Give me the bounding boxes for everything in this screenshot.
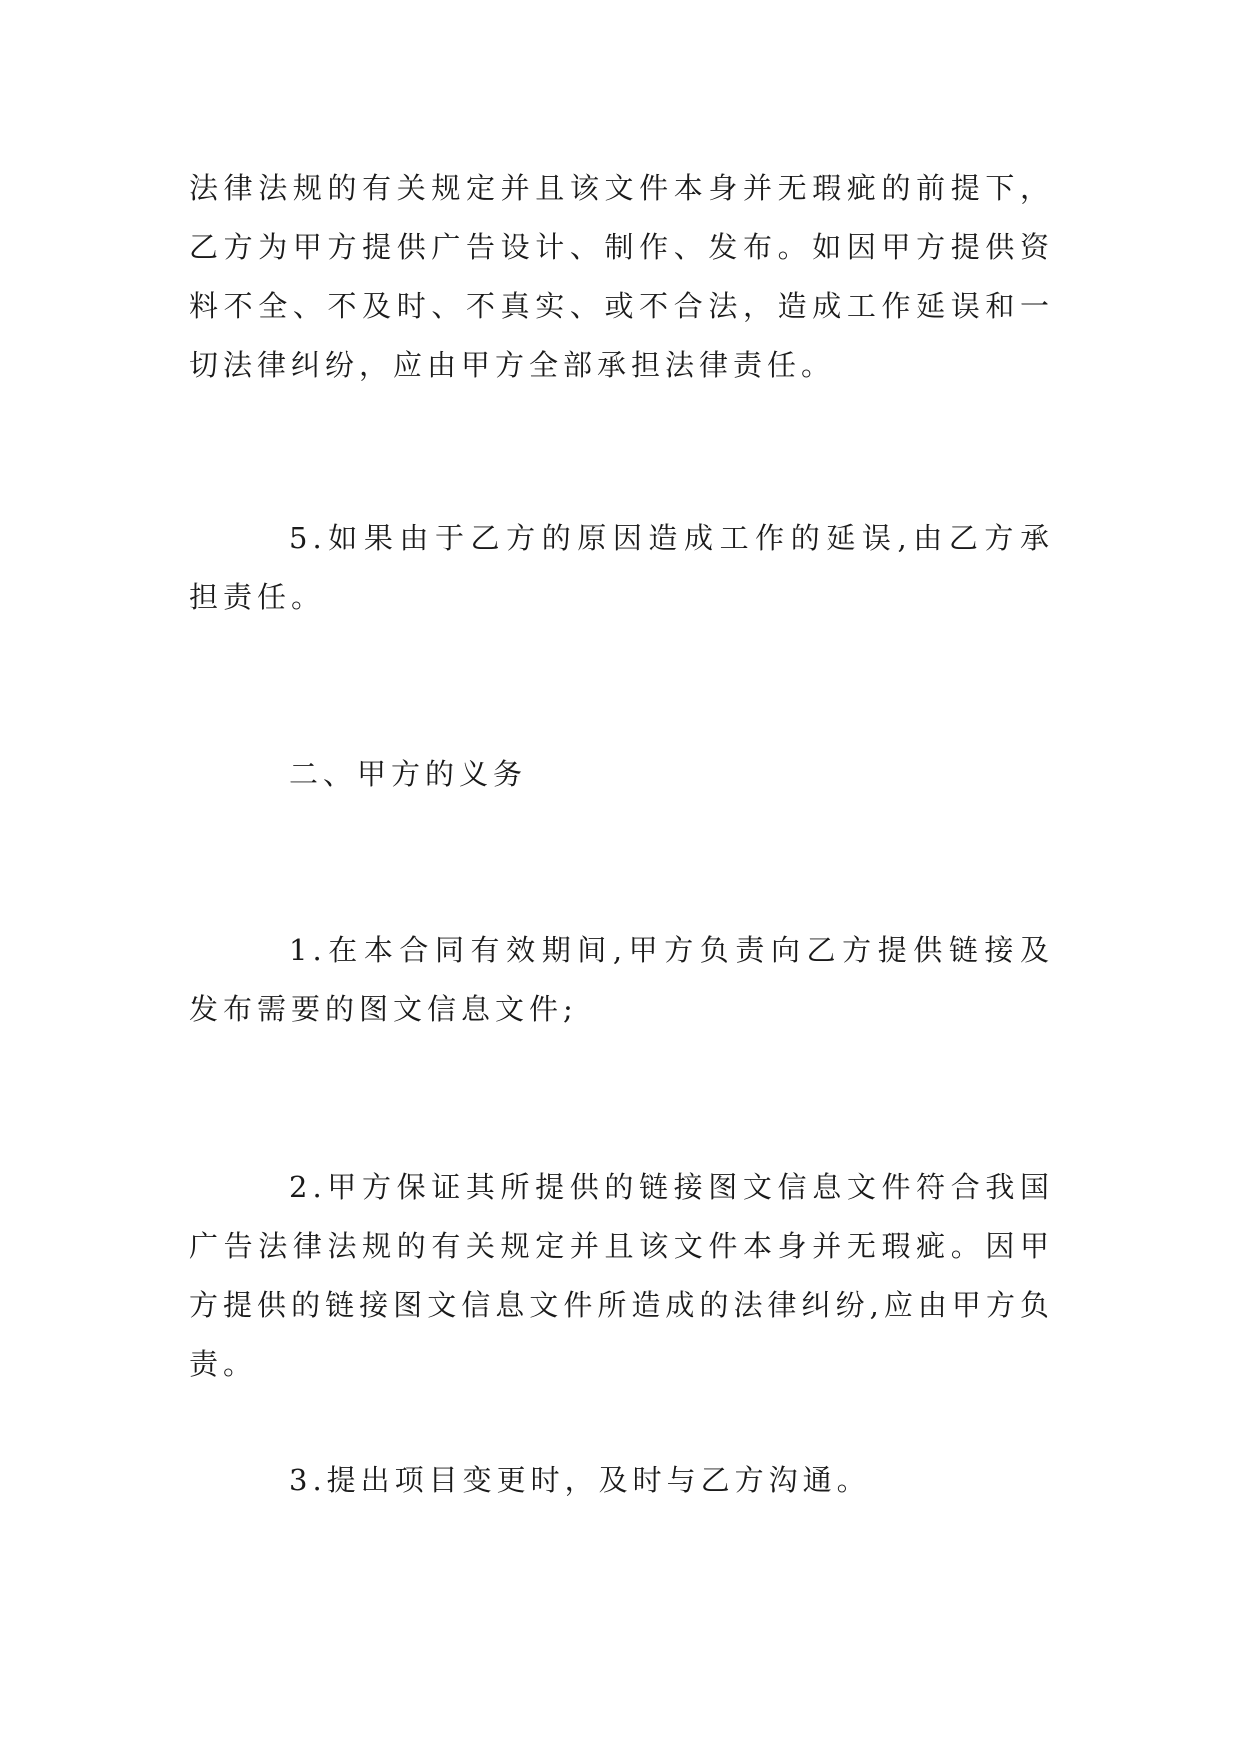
paragraph-continuation: 法律法规的有关规定并且该文件本身并无瑕疵的前提下，乙方为甲方提供广告设计、制作、发布。如因甲方提供资料不全、不及时、不真实、或不合法，造成工作延误和一切法律纠纷，应由甲方全部承担法律责任。: [189, 171, 1054, 382]
paragraph-item-1: 1.在本合同有效期间,甲方负责向乙方提供链接及发布需要的图文信息文件;: [189, 933, 1054, 1026]
paragraph-item-5: 5.如果由于乙方的原因造成工作的延误,由乙方承担责任。: [189, 521, 1054, 614]
paragraph-item-3: 3.提出项目变更时，及时与乙方沟通。: [289, 1463, 871, 1497]
paragraph-item-2: 2.甲方保证其所提供的链接图文信息文件符合我国广告法律法规的有关规定并且该文件本身并无瑕疵。因甲方提供的链接图文信息文件所造成的法律纠纷,应由甲方负责。: [189, 1170, 1054, 1381]
section-heading-party-a-obligations: 二、甲方的义务: [289, 757, 528, 791]
